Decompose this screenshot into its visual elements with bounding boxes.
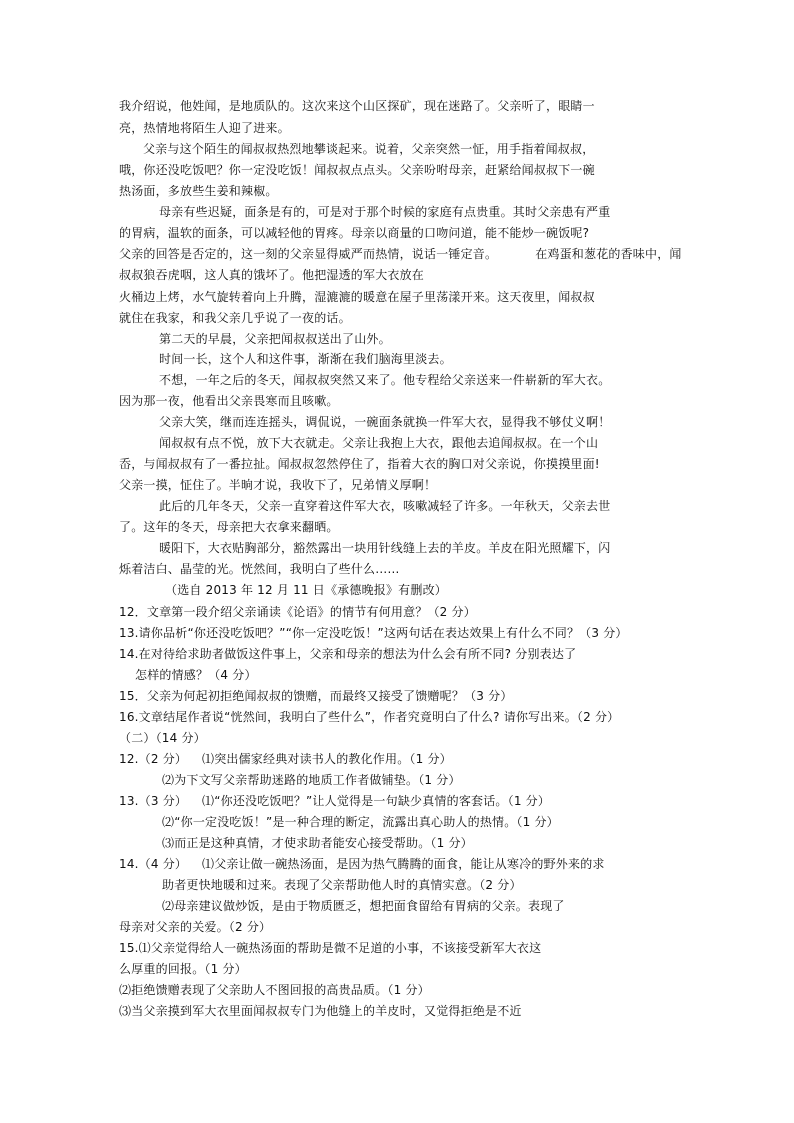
answer-line: 母亲对父亲的关爱。（2 分） xyxy=(119,920,272,934)
story-line: 时间一长，这个人和这件事，渐渐在我们脑海里淡去。 xyxy=(159,352,452,366)
answer-line: ⑶而正是这种真情，才使求助者能安心接受帮助。（1 分） xyxy=(162,836,473,850)
answer-line: ⑵为下文写父亲帮助迷路的地质工作者做铺垫。（1 分） xyxy=(162,773,461,787)
story-line: 了。这年的冬天，母亲把大衣拿来翻晒。 xyxy=(119,520,339,534)
story-line: 父亲大笑，继而连连摇头，调侃说，一碗面条就换一件军大衣，显得我不够仗义啊！ xyxy=(159,415,611,429)
answers-header: （二）（14 分） xyxy=(119,731,206,745)
answer-line: ⑵母亲建议做炒饭，是由于物质匮乏，想把面食留给有胃病的父亲。表现了 xyxy=(162,899,565,913)
story-line: 母亲有些迟疑，面条是有的，可是对于那个时候的家庭有点贵重。其时父亲患有严重 xyxy=(159,205,611,219)
story-line: 不想，一年之后的冬天，闻叔叔突然又来了。他专程给父亲送来一件崭新的军大衣。 xyxy=(159,373,611,387)
story-line: 因为那一夜，他看出父亲畏寒而且咳嗽。 xyxy=(119,394,339,408)
story-line: 此后的几年冬天，父亲一直穿着这件军大衣，咳嗽减轻了许多。一年秋天，父亲去世 xyxy=(159,499,611,513)
answer-line: 15.⑴父亲觉得给人一碗热汤面的帮助是微不足道的小事，不该接受新军大衣这 xyxy=(119,941,542,955)
question-14-cont: 怎样的情感？（4 分） xyxy=(135,668,257,682)
story-line: 就住在我家，和我父亲几乎说了一夜的话。 xyxy=(119,311,351,325)
story-line: 亮，热情地将陌生人迎了进来。 xyxy=(119,121,290,135)
question-12: 12．文章第一段介绍父亲诵读《论语》的情节有何用意？（2 分） xyxy=(119,605,476,619)
story-fragment: 父亲的回答是否定的，这一刻的父亲显得威严而热情，说话一锤定音。 xyxy=(119,247,498,261)
story-fragment: 在鸡蛋和葱花的香味中，闻 xyxy=(535,247,682,261)
question-14: 14.在对待给求助者做饭这件事上，父亲和母亲的想法为什么会有所不同? 分别表达了 xyxy=(119,647,577,661)
answer-line: ⑵“你一定没吃饭！”是一种合理的断定，流露出真心助人的热情。（1 分） xyxy=(162,815,559,829)
story-line: 父亲与这个陌生的闻叔叔热烈地攀谈起来。说着，父亲突然一怔，用手指着闻叔叔， xyxy=(143,142,595,156)
story-line: 热汤面，多放些生姜和辣椒。 xyxy=(119,184,278,198)
answer-line: 助者更快地暖和过来。表现了父亲帮助他人时的真情实意。（2 分） xyxy=(162,878,522,892)
question-13: 13.请你品析“你还没吃饭吧？”“你一定没吃饭！”这两句话在表达效果上有什么不同？（3 分） xyxy=(119,626,628,640)
answer-line: ⑴父亲让做一碗热汤面，是因为热气腾腾的面食，能让从寒冷的野外来的求 xyxy=(202,857,605,871)
story-line: 哦，你还没吃饭吧？你一定没吃饭！闻叔叔点点头。父亲吩咐母亲，赶紧给闻叔叔下一碗 xyxy=(119,163,595,177)
story-line: 第二天的早晨，父亲把闻叔叔送出了山外。 xyxy=(159,332,391,346)
answer-line: ⑴突出儒家经典对读书人的教化作用。（1 分） xyxy=(202,752,452,766)
question-15: 15．父亲为何起初拒绝闻叔叔的馈赠，而最终又接受了馈赠呢？（3 分） xyxy=(119,689,513,703)
story-line: 火桶边上烤，水气旋转着向上升腾，湿漉漉的暖意在屋子里荡漾开来。这天夜里，闻叔叔 xyxy=(119,290,595,304)
story-line: 闻叔叔有点不悦，放下大衣就走。父亲让我抱上大衣，跟他去追闻叔叔。在一个山 xyxy=(159,436,599,450)
answer-line: ⑶当父亲摸到军大衣里面闻叔叔专门为他缝上的羊皮时，又觉得拒绝是不近 xyxy=(119,1004,522,1018)
answer-14-label: 14.（4 分） xyxy=(119,857,188,871)
story-line: 的胃病，温软的面条，可以减轻他的胃疼。母亲以商量的口吻问道，能不能炒一碗饭呢? xyxy=(119,226,590,240)
answer-line: 么厚重的回报。（1 分） xyxy=(119,962,247,976)
answer-12-label: 12.（2 分） xyxy=(119,752,188,766)
story-line: 岙，与闻叔叔有了一番拉扯。闻叔叔忽然停住了，指着大衣的胸口对父亲说，你摸摸里面! xyxy=(119,457,600,471)
answer-line: ⑵拒绝馈赠表现了父亲助人不图回报的高贵品质。（1 分） xyxy=(119,983,430,997)
answer-line: ⑴“你还没吃饭吧？”让人觉得是一句缺少真情的客套话。（1 分） xyxy=(202,794,551,808)
question-16: 16.文章结尾作者说“恍然间，我明白了些什么”，作者究竟明白了什么? 请你写出来。（2 分） xyxy=(119,710,620,724)
story-line: 烁着洁白、晶莹的光。恍然间，我明白了些什么…… xyxy=(119,562,400,576)
story-line: 暖阳下，大衣贴胸部分，豁然露出一块用针线缝上去的羊皮。羊皮在阳光照耀下，闪 xyxy=(159,541,611,555)
story-line: 叔叔狼吞虎咽，这人真的饿坏了。他把湿透的军大衣放在 xyxy=(119,268,425,282)
source-citation: （选自 2013 年 12 月 11 日《承德晚报》有删改） xyxy=(165,583,447,597)
story-line: 父亲一摸，怔住了。半晌才说，我收下了，兄弟情义厚啊！ xyxy=(119,478,437,492)
story-line xyxy=(119,246,682,262)
story-line: 我介绍说，他姓闻，是地质队的。这次来这个山区探矿，现在迷路了。父亲听了，眼睛一 xyxy=(119,99,595,113)
answer-13-label: 13.（3 分） xyxy=(119,794,188,808)
